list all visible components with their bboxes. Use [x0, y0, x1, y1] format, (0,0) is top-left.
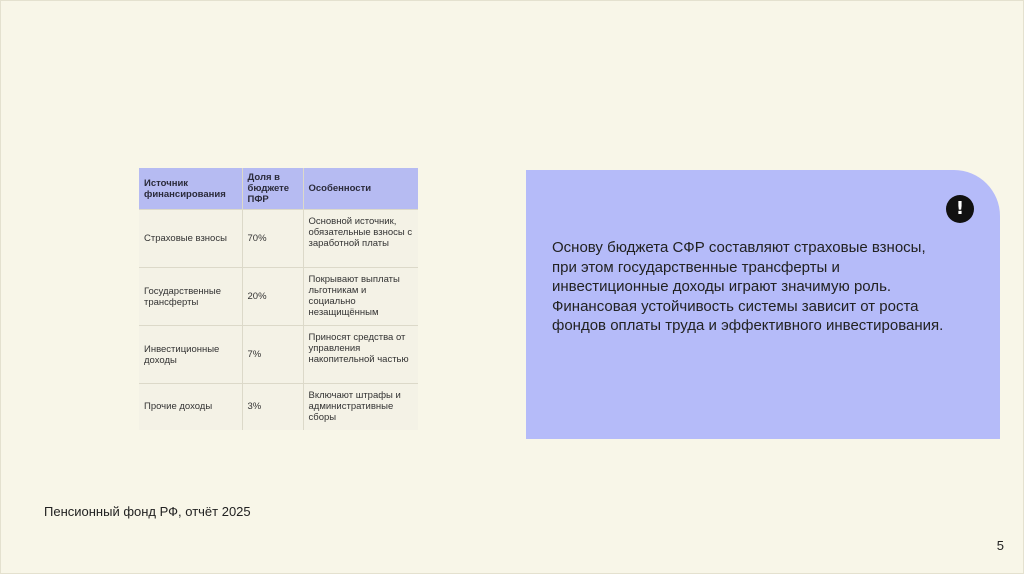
info-callout-card	[526, 170, 1000, 439]
table-row	[139, 384, 418, 430]
table-row	[139, 268, 418, 326]
source-note: Пенсионный фонд РФ, отчёт 2025	[44, 504, 251, 519]
cell-source: Страховые взносы	[139, 210, 242, 268]
header-share: Доля в бюджете ПФР	[242, 168, 303, 210]
cell-feature: Покрывают выплаты льготникам и социально незащищённым	[303, 268, 418, 326]
cell-source: Инвестиционные доходы	[139, 326, 242, 384]
cell-share: 7%	[242, 326, 303, 384]
cell-source: Прочие доходы	[139, 384, 242, 430]
cell-feature: Приносят средства от управления накопительной частью	[303, 326, 418, 384]
table-row	[139, 210, 418, 268]
callout-paragraph: Финансовая устойчивость системы зависит от роста фондов оплаты труда и эффективного инвестирования.	[552, 297, 944, 334]
callout-paragraph: Основу бюджета СФР составляют страховые взносы, при этом государственные трансферты и инвестиционные доходы играют значимую роль.	[552, 239, 926, 295]
cell-source: Государственные трансферты	[139, 268, 242, 326]
page-number: 5	[996, 538, 1004, 553]
cell-feature: Основной источник, обязательные взносы с заработной платы	[303, 210, 418, 268]
header-features: Особенности	[303, 168, 418, 210]
cell-feature: Включают штрафы и административные сборы	[303, 384, 418, 430]
exclamation-icon: !	[946, 195, 974, 223]
table-header-row	[139, 168, 418, 210]
table-row	[139, 326, 418, 384]
callout-text	[552, 238, 952, 336]
cell-share: 70%	[242, 210, 303, 268]
cell-share: 3%	[242, 384, 303, 430]
header-source: Источник финансирования	[139, 168, 242, 210]
funding-table	[139, 168, 418, 430]
cell-share: 20%	[242, 268, 303, 326]
